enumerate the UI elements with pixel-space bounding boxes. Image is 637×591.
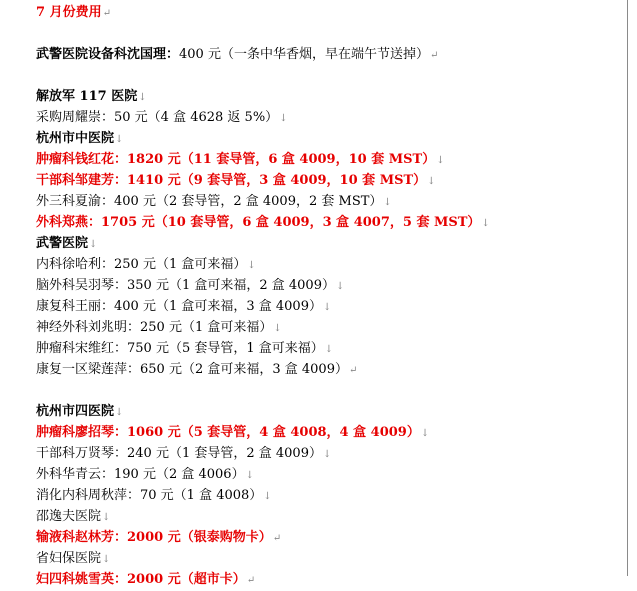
line-break-icon: ↓ (247, 260, 256, 271)
line-text: 武警医院 (36, 236, 89, 251)
document-line (36, 359, 622, 380)
document-line (36, 506, 622, 527)
line-break-icon: ↓ (324, 344, 334, 355)
line-text: 输液科赵林芳：2000 元（银泰购物卡） (36, 530, 272, 545)
document-line (36, 443, 622, 464)
line-text: 干部科万贤琴：240 元（1 套导管，2 盒 4009） (36, 446, 322, 461)
line-text: 省妇保医院 (36, 551, 102, 566)
document-line (36, 296, 622, 317)
line-value: 400 元（一条中华香烟，早在端午节送掉） (179, 47, 429, 62)
line-text: 杭州市四医院 (36, 404, 115, 419)
line-text: 邵逸夫医院 (36, 509, 102, 524)
line-break-icon: ↓ (279, 113, 288, 124)
document-line (36, 275, 622, 296)
document-line (36, 485, 622, 506)
line-text: 外三科夏渝：400 元（2 套导管，2 盒 4009，2 套 MST） (36, 194, 383, 209)
line-break-icon: ↓ (115, 134, 124, 145)
line-text: 脑外科吴羽琴：350 元（1 盒可来福，2 盒 4009） (36, 278, 335, 293)
line-break-icon: ↓ (115, 407, 124, 418)
line-text: 肿瘤科廖招琴：1060 元（5 套导管，4 盒 4008，4 盒 4009） (36, 425, 420, 440)
paragraph-mark-icon: ↵ (246, 575, 256, 586)
document-line (36, 2, 622, 23)
line-text: 杭州市中医院 (36, 131, 115, 146)
line-label: 武警医院设备科沈国理： (36, 47, 180, 62)
line-text: 干部科邹建芳：1410 元（9 套导管，3 盒 4009，10 套 MST） (36, 173, 427, 188)
line-break-icon: ↓ (102, 554, 111, 565)
line-text: 外科华青云：190 元（2 盒 4006） (36, 467, 245, 482)
document-line (36, 149, 622, 170)
line-text: 肿瘤科钱红花：1820 元（11 套导管，6 盒 4009，10 套 MST） (36, 152, 436, 167)
line-break-icon: ↓ (335, 281, 345, 292)
line-break-icon: ↓ (383, 197, 392, 208)
document-line (36, 548, 622, 569)
document-line (36, 338, 622, 359)
blank-line (36, 380, 622, 401)
line-break-icon: ↓ (245, 470, 254, 481)
line-break-icon: ↓ (436, 155, 445, 166)
line-text: 神经外科刘兆明：250 元（1 盒可来福） (36, 320, 273, 335)
document-line (36, 212, 622, 233)
document-line (36, 317, 622, 338)
line-break-icon: ↓ (263, 491, 272, 502)
line-break-icon: ↓ (427, 176, 436, 187)
document-line (36, 86, 622, 107)
document-line (36, 191, 622, 212)
document-body[interactable] (36, 2, 622, 590)
line-text: 7 月份费用 (36, 5, 102, 20)
line-text: 消化内科周秋萍：70 元（1 盒 4008） (36, 488, 263, 503)
line-text: 康复科王丽：400 元（1 盒可来福，3 盒 4009） (36, 299, 322, 314)
document-line (36, 128, 622, 149)
document-line (36, 44, 622, 65)
document-line (36, 464, 622, 485)
line-text: 解放军 117 医院 (36, 89, 138, 104)
line-break-icon: ↓ (322, 302, 332, 313)
document-line (36, 107, 622, 128)
page-margin-line (627, 0, 628, 576)
paragraph-mark-icon: ↵ (429, 50, 439, 61)
line-text: 外科郑燕：1705 元（10 套导管，6 盒 4009，3 盒 4007，5 套 MST） (36, 215, 481, 230)
document-line (36, 422, 622, 443)
paragraph-mark-icon: ↵ (348, 365, 358, 376)
line-text: 内科徐哈利：250 元（1 盒可来福） (36, 257, 247, 272)
paragraph-mark-icon: ↵ (272, 533, 282, 544)
document-line (36, 527, 622, 548)
document-line (36, 170, 622, 191)
line-break-icon: ↓ (273, 323, 282, 334)
line-text: 妇四科姚雪英：2000 元（超市卡） (36, 572, 246, 587)
document-line (36, 569, 622, 590)
line-break-icon: ↓ (138, 92, 147, 103)
line-break-icon: ↓ (420, 428, 430, 439)
paragraph-mark-icon: ↵ (102, 8, 111, 19)
line-text: 采购周耀崇：50 元（4 盒 4628 返 5%） (36, 110, 279, 125)
line-break-icon: ↓ (322, 449, 332, 460)
line-break-icon: ↓ (102, 512, 111, 523)
document-line (36, 401, 622, 422)
blank-line (36, 23, 622, 44)
line-text: 肿瘤科宋维红：750 元（5 套导管，1 盒可来福） (36, 341, 324, 356)
line-text: 康复一区梁莲萍：650 元（2 盒可来福，3 盒 4009） (36, 362, 348, 377)
blank-line (36, 65, 622, 86)
document-line (36, 254, 622, 275)
document-line (36, 233, 622, 254)
line-break-icon: ↓ (89, 239, 98, 250)
line-break-icon: ↓ (481, 218, 490, 229)
